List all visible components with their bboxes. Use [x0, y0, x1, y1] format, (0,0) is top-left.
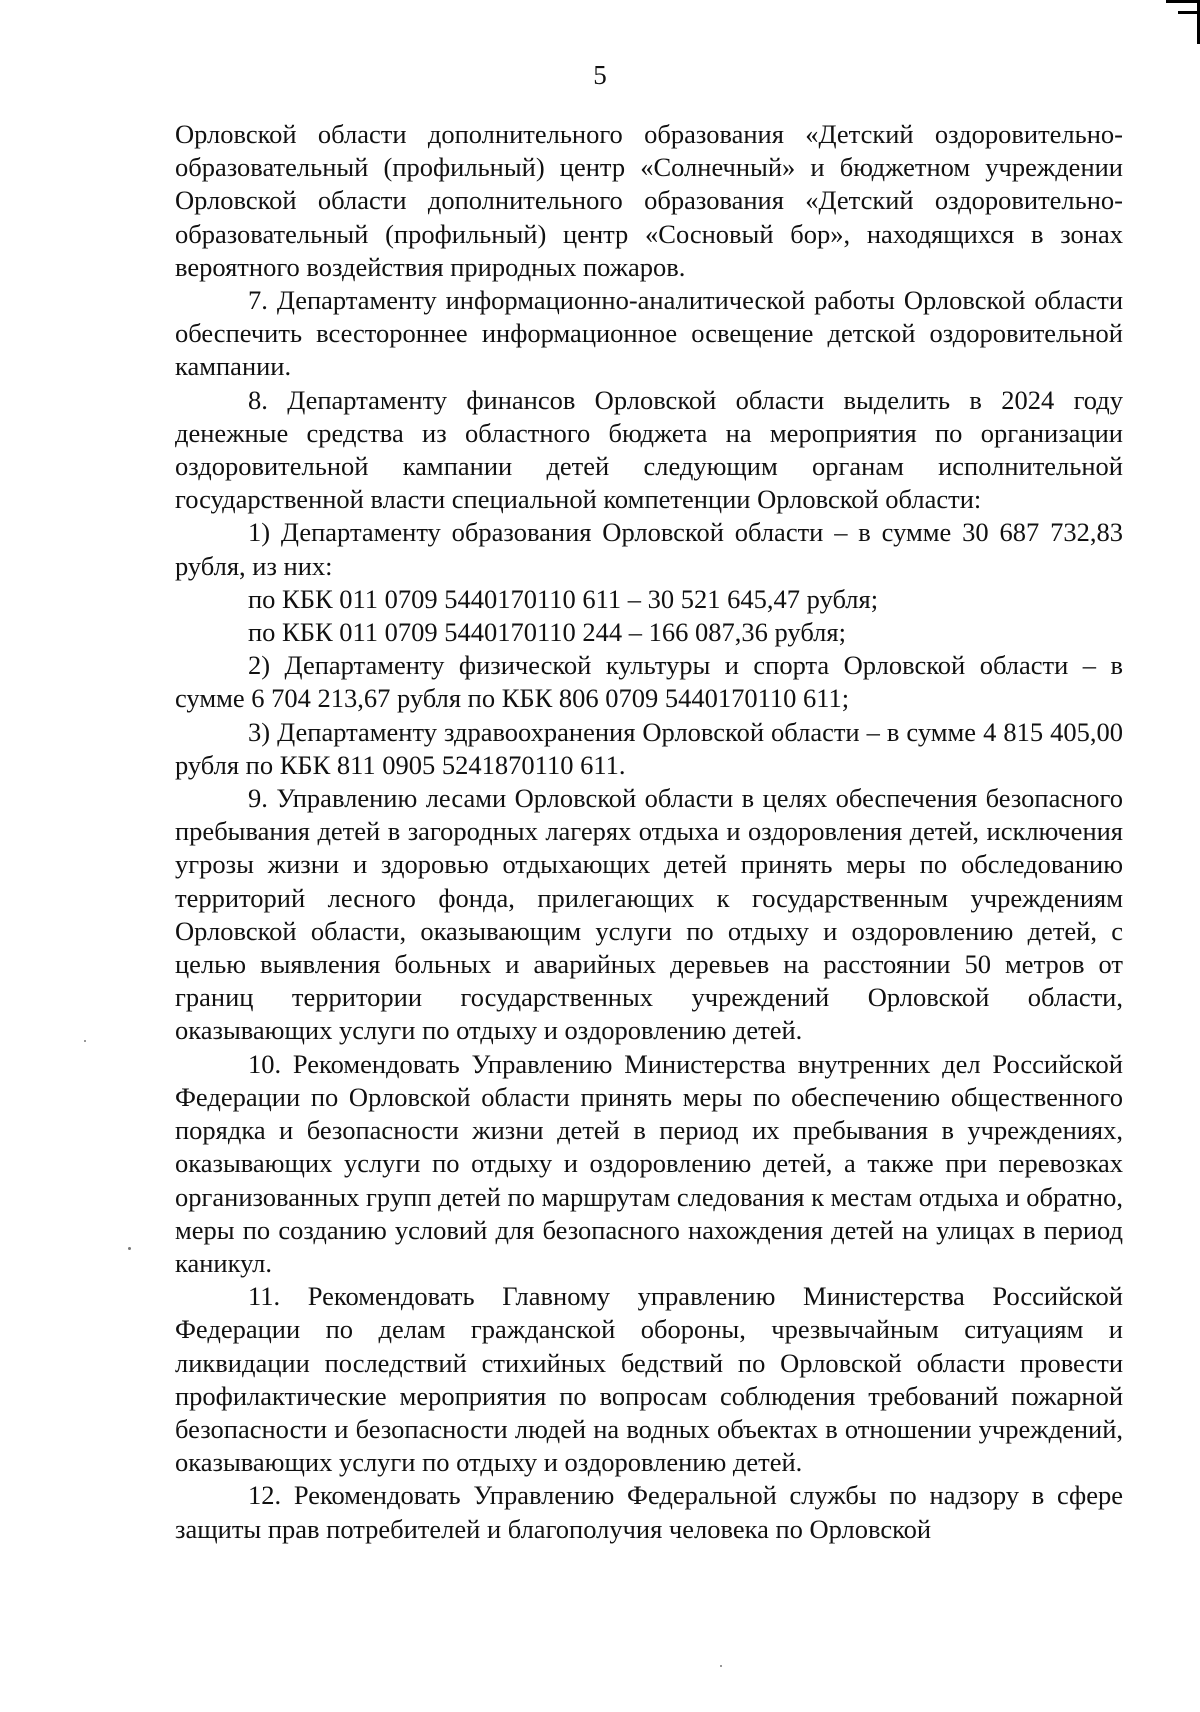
paragraph-item-10: 10. Рекомендовать Управлению Министерства внутренних дел Российской Федерации по Орловской области принять меры по обеспечению общественного порядка и безопасности жизни детей в период их пребывания в учреждениях, оказывающих услуги по отдыху и оздоровлению детей, а также при перевозках организованных групп детей по маршрутам следования к местам отдыха и обратно, меры по созданию условий для безопасного нахождения детей на улицах в период каникул. [175, 1048, 1123, 1278]
paragraph-item-8-2: 2) Департаменту физической культуры и спорта Орловской области – в сумме 6 704 213,67 рубля по КБК 806 0709 5440170110 611; [175, 650, 1123, 714]
page-number: 5 [593, 60, 607, 90]
scan-speck [128, 1247, 131, 1250]
paragraph-item-11: 11. Рекомендовать Главному управлению Министерства Российской Федерации по делам гражданской обороны, чрезвычайным ситуациям и ликвидации последствий стихийных бедствий по Орловской области провести профилактические мероприятия по вопросам соблюдения требований пожарной безопасности и безопасности людей на водных объектах в отношении учреждений, оказывающих услуги по отдыху и оздоровлению детей. [175, 1281, 1123, 1478]
scan-speck [84, 1040, 86, 1042]
paragraph-item-8-3: 3) Департаменту здравоохранения Орловской области – в сумме 4 815 405,00 рубля по КБК 811 0905 5241870110 611. [175, 716, 1123, 780]
paragraph-item-8-1: 1) Департаменту образования Орловской области – в сумме 30 687 732,83 рубля, из них: [175, 517, 1123, 581]
paragraph-item-12: 12. Рекомендовать Управлению Федеральной службы по надзору в сфере защиты прав потребителей и благополучия человека по Орловской [175, 1480, 1123, 1544]
scan-speck [720, 1665, 722, 1667]
paragraph-item-8: 8. Департаменту финансов Орловской области выделить в 2024 году денежные средства из областного бюджета на мероприятия по организации оздоровительной кампании детей следующим органам исполнительной государственной власти специальной компетенции Орловской области: [175, 384, 1123, 515]
document-body [175, 118, 1123, 1546]
scan-corner-mark [1166, 0, 1200, 44]
paragraph-continuation: Орловской области дополнительного образования «Детский оздоровительно-образовательный (профильный) центр «Солнечный» и бюджетном учреждении Орловской области дополнительного образования «Детский оздоровительно-образовательный (профильный) центр «Сосновый бор», находящихся в зонах вероятного воздействия природных пожаров. [175, 119, 1123, 282]
paragraph-kbk-2: по КБК 011 0709 5440170110 244 – 166 087,36 рубля; [248, 617, 846, 648]
paragraph-kbk-1: по КБК 011 0709 5440170110 611 – 30 521 645,47 рубля; [248, 583, 879, 614]
paragraph-item-9: 9. Управлению лесами Орловской области в целях обеспечения безопасного пребывания детей в загородных лагерях отдыха и оздоровления детей, исключения угрозы жизни и здоровью отдыхающих детей принять меры по обследованию территорий лесного фонда, прилегающих к государственным учреждениям Орловской области, оказывающим услуги по отдыху и оздоровлению детей, с целью выявления больных и аварийных деревьев на расстоянии 50 метров от границ территории государственных учреждений Орловской области, оказывающих услуги по отдыху и оздоровлению детей. [175, 783, 1123, 1046]
paragraph-item-7: 7. Департаменту информационно-аналитической работы Орловской области обеспечить всестороннее информационное освещение детской оздоровительной кампании. [175, 285, 1123, 382]
